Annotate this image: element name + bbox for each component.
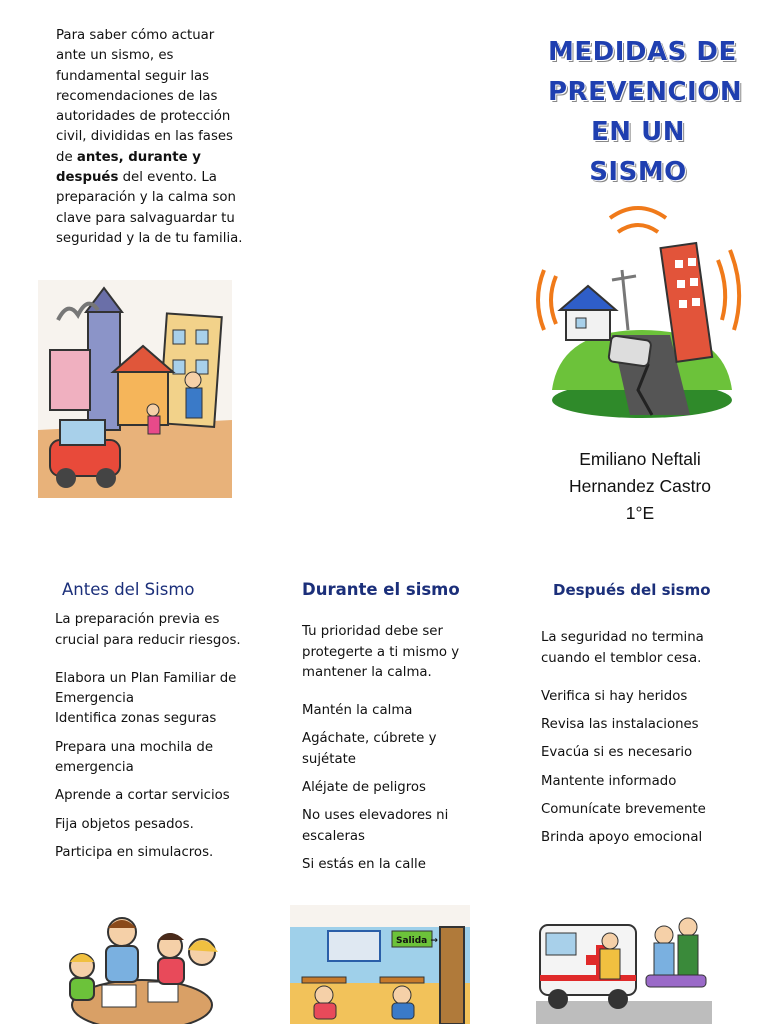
classroom-drill-illustration (290, 905, 470, 1024)
during-intro: Tu prioridad debe ser protegerte a ti mismo y mantener la calma. (302, 624, 460, 680)
family-plan-illustration (62, 910, 222, 1024)
list-item: Verifica si hay heridos (541, 688, 688, 704)
list-item: No uses elevadores ni escaleras (302, 808, 449, 844)
ambulance-rescue-illustration (536, 905, 712, 1024)
list-item: Brinda apoyo emocional (541, 830, 703, 846)
intro-paragraph (56, 26, 246, 249)
after-section (541, 580, 721, 857)
list-item: Fija objetos pesados. (55, 816, 194, 832)
before-intro: La preparación previa es crucial para reducir riesgos. (55, 612, 241, 648)
list-item: Elabora un Plan Familiar de Emergencia (55, 670, 237, 707)
intro-phases-bold: antes, durante y después (56, 149, 201, 186)
author-last-name: Hernandez Castro (568, 476, 712, 496)
exit-sign-text: Salida → (396, 936, 438, 946)
list-item: Mantente informado (541, 773, 677, 789)
after-title: Después del sismo (553, 581, 711, 599)
list-item: Aléjate de peligros (302, 780, 426, 796)
intro-text-1: Para saber cómo actuar ante un sismo, es fundamental seguir las recomendaciones de las autoridades de protección civil, divididas en las fases de (56, 28, 233, 165)
list-item: Evacúa si es necesario (541, 745, 693, 761)
title-line: EN UN (591, 117, 685, 147)
list-item: Comunícate brevemente (541, 802, 706, 818)
list-item: Prepara una mochila de emergencia (55, 739, 214, 776)
before-section (55, 580, 245, 871)
cover-earthquake-illustration (530, 190, 752, 430)
list-item: Identifica zonas seguras (55, 711, 217, 727)
list-item: Participa en simulacros. (55, 844, 214, 860)
during-title: Durante el sismo (302, 580, 460, 599)
earthquake-town-illustration (38, 280, 232, 498)
title-line: PREVENCION (548, 77, 743, 107)
author-first-name: Emiliano Neftali (579, 449, 701, 469)
list-item: Mantén la calma (302, 703, 413, 719)
before-title: Antes del Sismo (62, 580, 195, 599)
title-line: SISMO (589, 157, 687, 187)
during-section (302, 580, 482, 883)
list-item: Revisa las instalaciones (541, 717, 699, 733)
after-intro: La seguridad no termina cuando el temblor cesa. (541, 630, 704, 666)
brochure-title (548, 32, 743, 192)
author-group: 1°E (625, 503, 655, 523)
author-block (560, 446, 720, 527)
intro-text-2: del evento. La preparación y la calma son clave para salvaguardar tu seguridad y la de tu familia. (56, 170, 243, 246)
list-item: Agáchate, cúbrete y sujétate (302, 731, 437, 767)
title-line: MEDIDAS DE (548, 37, 737, 67)
list-item: Si estás en la calle (302, 856, 426, 872)
list-item: Aprende a cortar servicios (55, 788, 230, 804)
